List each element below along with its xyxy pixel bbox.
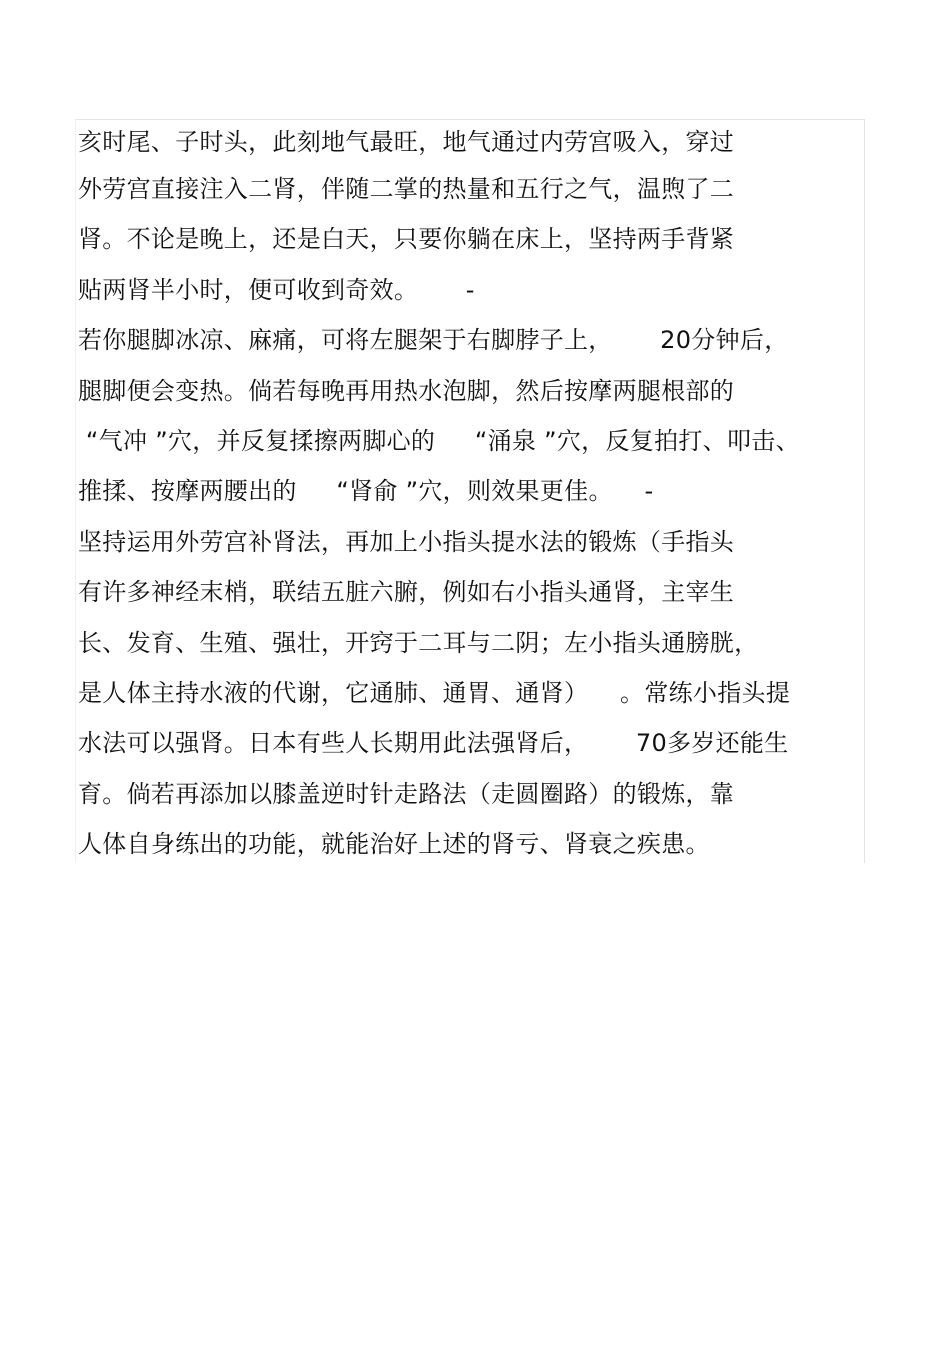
text-line: 人体自身练出的功能，就能治好上述的肾亏、肾衰之疾患。 bbox=[78, 830, 710, 859]
text-line: 是人体主持水液的代谢，它通肺、通胃、通肾） 。常练小指头提 bbox=[78, 678, 791, 707]
text-line: 推揉、按摩两腰出的 “肾俞 ”穴，则效果更佳。 - bbox=[78, 477, 654, 506]
document-body bbox=[78, 120, 868, 869]
text-line: “气冲 ”穴，并反复揉擦两脚心的 “涌泉 ”穴，反复拍打、叩击、 bbox=[78, 426, 800, 455]
text-line: 外劳宫直接注入二肾，伴随二掌的热量和五行之气，温煦了二 bbox=[78, 175, 735, 203]
text-line: 有许多神经末梢，联结五脏六腑，例如右小指头通肾，主宰生 bbox=[78, 578, 735, 607]
text-line: 长、发育、生殖、强壮，开窍于二耳与二阴；左小指头通膀胱， bbox=[78, 628, 759, 657]
text-line: 腿脚便会变热。倘若每晚再用热水泡脚，然后按摩两腿根部的 bbox=[78, 376, 735, 405]
text-line: 亥时尾、子时头，此刻地气最旺，地气通过内劳宫吸入，穿过 bbox=[78, 128, 735, 156]
text-line: 育。倘若再添加以膝盖逆时针走路法（走圆圈路）的锻炼，靠 bbox=[78, 779, 735, 808]
text-line: 坚持运用外劳宫补肾法，再加上小指头提水法的锻炼（手指头 bbox=[78, 527, 735, 556]
text-line: 肾。不论是晚上，还是白天，只要你躺在床上，坚持两手背紧 bbox=[78, 225, 735, 254]
text-line: 若你腿脚冰凉、麻痛，可将左腿架于右脚脖子上， 20分钟后， bbox=[78, 326, 789, 355]
text-line: 贴两肾半小时，便可收到奇效。 - bbox=[78, 275, 475, 304]
text-line: 水法可以强肾。日本有些人长期用此法强肾后， 70多岁还能生 bbox=[78, 729, 789, 758]
